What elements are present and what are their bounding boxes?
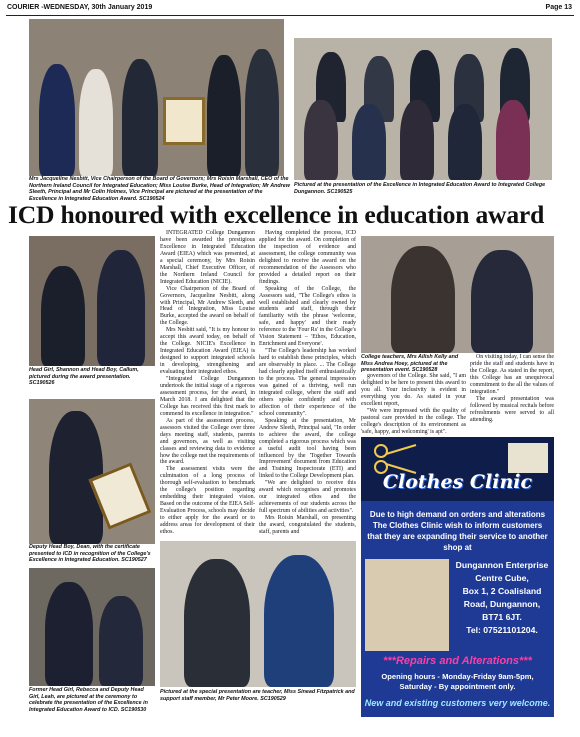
- advert-banner: [361, 437, 554, 501]
- address-line: Box 1, 2 Coalisland: [462, 586, 542, 596]
- former-head-girl-photo: [29, 568, 155, 686]
- address-phone: Tel: 07521101204.: [466, 625, 538, 635]
- article-paragraph: Speaking at the presentation, Mr Andrew Sleeth, Principal said, "In order to achieve the award, the college completed a rigorous process which was a useful audit tool having been influenced by the 'Together Towards Improvement' document from Education and Training Inspectorate (ETI) and linked to the College Development plan.: [259, 417, 356, 480]
- article-column-3: [361, 373, 466, 436]
- advert-blurb: Due to high demand on orders and alterations The Clothes Clinic wish to inform customers that they are expanding their service to another shop at: [367, 510, 548, 552]
- article-paragraph: Having completed the process, ICD applied for the award. On completion of the inspection of evidence and assessment, the college community was delighted to receive the award on the recommendation of the Assessors who provided a detailed report on their findings.: [259, 230, 356, 285]
- article-column-1: [160, 230, 255, 536]
- article-paragraph: On visiting today, I can sense the pride the staff and students have in the College. As stated in the report, this College has an unequivocal commitment to the all the values of integration.": [470, 354, 554, 395]
- article-paragraph: Speaking of the College, the Assessors said, "The College's ethos is well established and clearly owned by students and staff, through their familiarity with the phrase 'welcome, safe, and happy' and their ready reference to the 'Four Rs' in the College's Vision Statement – 'Ethos, Education, Enrichment and Everyone'.: [259, 285, 356, 348]
- caption-head-girl: Head Girl, Shannon and Head Boy, Callum, pictured during the award presentation. SC190526: [29, 367, 139, 387]
- address-line: BT71 6JT.: [482, 612, 522, 622]
- caption-college-teachers: College teachers, Mrs Ailish Kelly and Miss Andrea Hoey, pictured at the presentation event. SC190528: [361, 354, 459, 374]
- brand-name: Clothes Clinic: [382, 471, 533, 493]
- deputy-head-boy-photo: [29, 399, 155, 544]
- hours-line: Opening hours - Monday-Friday 9am-5pm,: [381, 672, 534, 681]
- caption-top-right: Pictured at the presentation of the Excellence in Integrated Education Award to Integrated College Dungannon. SC190525: [294, 182, 546, 195]
- sewing-items-image: [365, 559, 449, 651]
- article-paragraph: As part of the assessment process, assessors visited the College over three days meeting staff, students, parents and governors, as well as visiting classes and reviewing data to evidence how the college met the requirements of the award.: [160, 417, 255, 466]
- caption-top-left: Mrs Jacqueline Nesbitt, Vice Chairperson of the Board of Governors; Mrs Roisin Marshall, CEO of the Northern Ireland Council for Integrated Education; Miss Louise Burke, Head of Integration; Mr Andrew Sleeth, Principal and Mr Colin Holmes, Vice Principal are pictured at the presentation of the Excellence in Integrated Education Award. SC190524: [29, 176, 290, 202]
- address-line: Road, Dungannon,: [463, 599, 541, 609]
- repairs-heading: ***Repairs and Alterations***: [383, 655, 532, 667]
- shop-address: [453, 559, 551, 637]
- article-paragraph: "We were impressed with the quality of pastoral care provided in the college. The college's description of its environment as 'safe, happy, and welcoming' is apt".: [361, 407, 466, 435]
- article-paragraph: "The College's leadership has worked hard to establish these principles, which are observably in place. ... The College had clearly applied itself enthusiastically to the process. The general impression was gained of a thriving, well run integrated college, where the staff and others spoke confidently and with affection of their experience of the school community".: [259, 348, 356, 417]
- headline: ICD honoured with excellence in education award: [8, 200, 545, 229]
- award-plaque: [163, 97, 205, 145]
- article-paragraph: Mrs Roisin Marshall, on presenting the award, congratulated the students, staff, parents and: [259, 515, 356, 535]
- article-paragraph: "Integrated College Dungannon undertook the initial stage of a rigorous assessment process, for the award, in March 2018. I am delighted that the College has received this first mark to commend its excellence in integration.": [160, 376, 255, 417]
- article-paragraph: INTEGRATED College Dungannon have been awarded the prestigious Excellence in Integrated Education Award (EIEA) which was presented, at a special ceremony, by Mrs Roisin Marshall, Chief Executive Officer, of the Northern Ireland Council for Integrated Education (NICIE).: [160, 230, 255, 285]
- award-group-photo: [29, 19, 284, 176]
- customers-welcome: New and existing customers very welcome.: [364, 698, 551, 708]
- opening-hours: [365, 672, 550, 692]
- caption-deputy-head: Deputy Head Boy, Dean, with the certificate presented to ICD in recognition of the College's Excellence in Integrated Education. SC190527: [29, 544, 151, 564]
- address-line: Centre Cube,: [475, 573, 529, 583]
- article-paragraph: governors of the College. She said, "I am delighted to be here to present this award to you all. Your inclusivity is evident in everything you do. As stated in your excellent report,: [361, 373, 466, 407]
- hours-line: Saturday - By appointment only.: [399, 682, 516, 691]
- article-column-2: [259, 230, 356, 536]
- caption-teacher: Pictured at the special presentation are teacher, Miss Sinead Fitzpatrick and support staff member, Mr Peter Moore. SC190529: [160, 689, 355, 702]
- page-number: Page 13: [545, 4, 572, 11]
- address-line: Dungannon Enterprise: [455, 560, 549, 570]
- staff-group-photo: [294, 38, 552, 180]
- head-girl-boy-photo: [29, 236, 155, 366]
- newspaper-date: COURIER -WEDNESDAY, 30th January 2019: [7, 4, 153, 11]
- header-rule: [6, 15, 574, 16]
- article-paragraph: Vice Chairperson of the Board of Governors, Jacqueline Nesbitt, along with Principal, Mr Andrew Sleeth, and Head of Integration, Miss Louise Burke, accepted the award on behalf of the College.: [160, 285, 255, 327]
- thread-spools-image: [508, 443, 548, 473]
- teacher-support-staff-photo: [160, 541, 356, 687]
- article-paragraph: The award presentation was followed by musical recitals before refreshments were served to all attending.: [470, 395, 554, 423]
- caption-former-head-girl: Former Head Girl, Rebecca and Deputy Head Girl, Leah, are pictured at the ceremony to celebrate the presentation of the Excellence in Integrated Education Award to ICD. SC190530: [29, 687, 148, 713]
- article-column-4: [470, 354, 554, 424]
- clothes-clinic-advert: [361, 437, 554, 717]
- article-paragraph: "We are delighted to receive this award which recognises and promotes our integrated ethos and the achievements of our students across the full spectrum of abilities and activities".: [259, 480, 356, 515]
- article-paragraph: Mrs Nesbitt said, "It is my honour to accept this award today, on behalf of the College. NICIE's Excellence in Integrated Education Award (EIEA) is designed to support integrated schools in developing, strengthening and evaluating their integrated ethos.: [160, 327, 255, 376]
- article-paragraph: The assessment visits were the culmination of a long process of thorough self-evaluation to benchmark the college's position regarding embedding their integrated vision. Based on the outcome of the EIEA Self-Evaluation Process, schools may decide to either apply for the award or to address areas for development of their ethos.: [160, 466, 255, 535]
- college-teachers-photo: [361, 236, 554, 353]
